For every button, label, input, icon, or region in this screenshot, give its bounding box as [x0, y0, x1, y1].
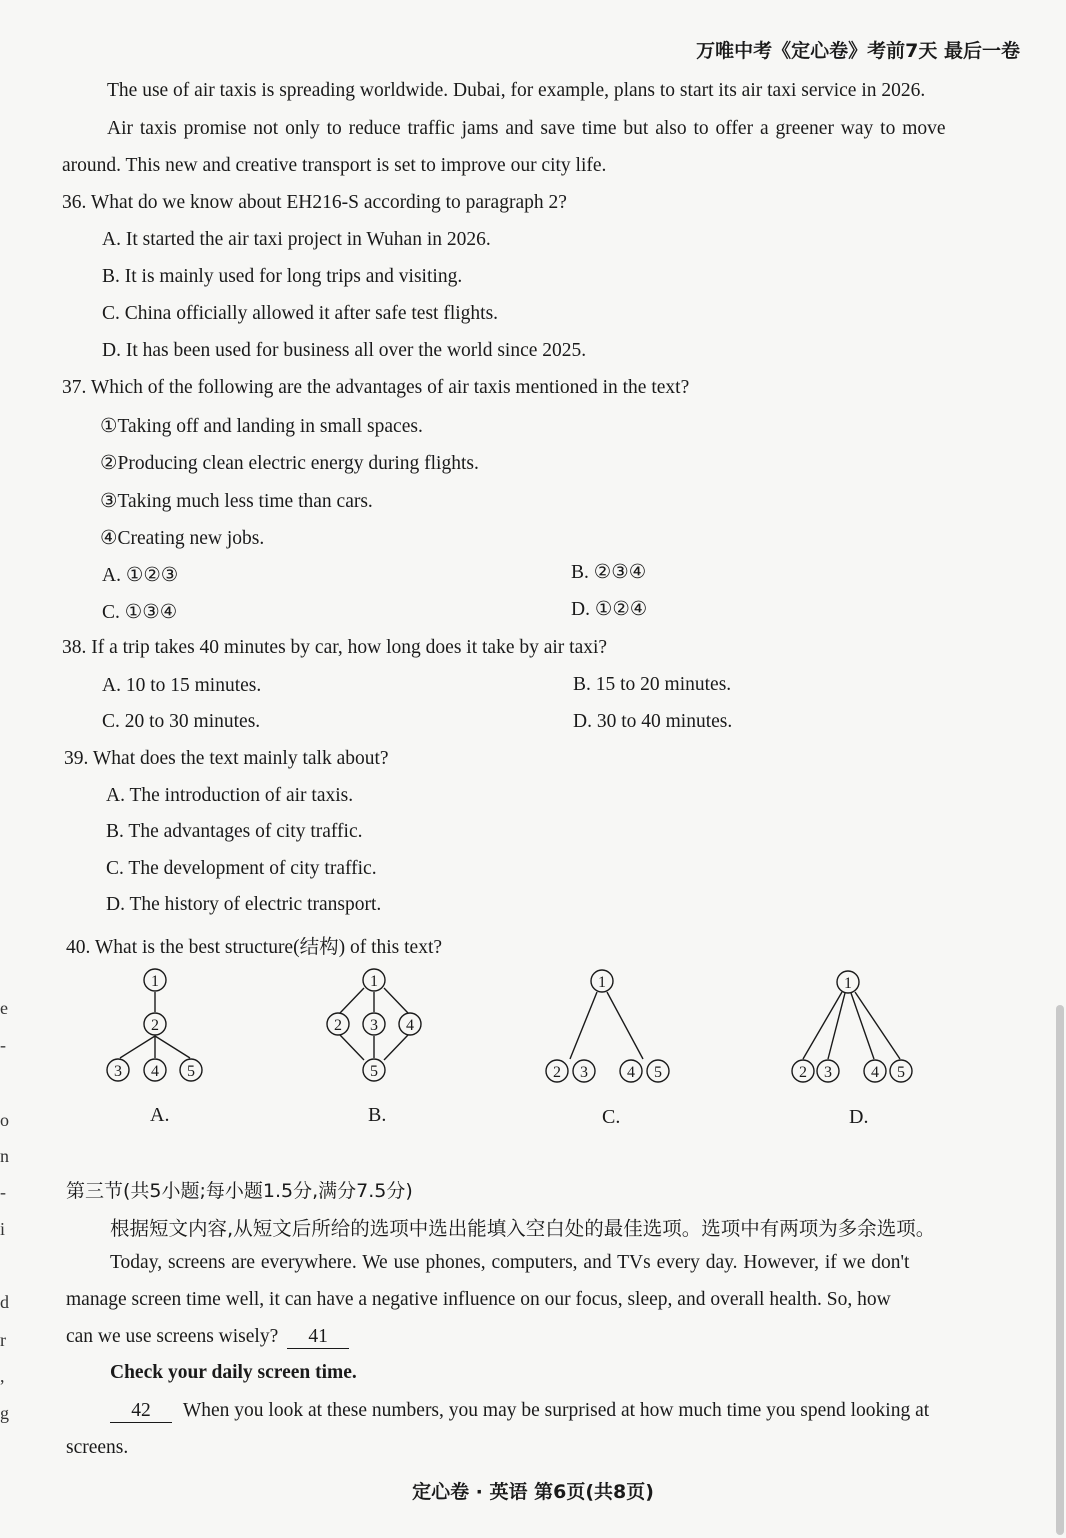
diagram-edge	[340, 1035, 364, 1060]
diagram-node-label: 5	[897, 1064, 905, 1081]
option: C. The development of city traffic.	[106, 858, 377, 879]
page-header: 万唯中考《定心卷》考前7天 最后一卷	[696, 40, 1020, 62]
diagram-node-label: 5	[187, 1063, 195, 1080]
diagram-edge	[155, 1036, 190, 1058]
margin-char: -	[0, 1182, 6, 1202]
section-instruction: 根据短文内容,从短文后所给的选项中选出能填入空白处的最佳选项。选项中有两项为多余选项。	[110, 1217, 936, 1240]
question-stem: 39. What does the text mainly talk about?	[64, 748, 389, 769]
diagram-edge	[828, 993, 845, 1059]
diagram-edge	[384, 988, 408, 1013]
section-title: 第三节(共5小题;每小题1.5分,满分7.5分)	[66, 1180, 413, 1202]
diagram-node-label: 5	[654, 1064, 662, 1081]
margin-char: n	[0, 1146, 9, 1166]
diagram-node-label: 1	[370, 973, 378, 990]
diagram-node-label: 4	[627, 1064, 635, 1081]
structure-diagrams	[0, 960, 1066, 1090]
diagram-node-label: 2	[799, 1064, 807, 1081]
diagram-label-a: A.	[150, 1104, 170, 1126]
option: D. It has been used for business all over the world since 2025.	[102, 340, 587, 361]
option: B. 15 to 20 minutes.	[573, 674, 732, 695]
diagram-node-label: 2	[553, 1064, 561, 1081]
diagram-label-d: D.	[849, 1106, 869, 1128]
margin-char: r	[0, 1330, 6, 1350]
question-stem: 40. What is the best structure(结构) of this text?	[66, 937, 443, 958]
scrollbar-thumb[interactable]	[1056, 1005, 1064, 1535]
passage-line: manage screen time well, it can have a negative influence on our focus, sleep, and overall health. So, how	[66, 1289, 891, 1310]
diagram-node-label: 3	[580, 1064, 588, 1081]
passage-line: screens.	[66, 1437, 129, 1458]
diagram-edge	[607, 992, 643, 1059]
diagram-node-label: 1	[151, 973, 159, 990]
margin-char: e	[0, 998, 8, 1018]
option: D. The history of electric transport.	[106, 894, 382, 915]
option: D. ①②④	[571, 599, 648, 620]
page-footer: 定心卷 · 英语 第6页(共8页)	[412, 1481, 654, 1503]
option: A. It started the air taxi project in Wuhan in 2026.	[102, 229, 491, 250]
option: A. ①②③	[102, 565, 179, 586]
question-stem: 36. What do we know about EH216-S according to paragraph 2?	[62, 192, 567, 213]
statement-item: ①Taking off and landing in small spaces.	[100, 416, 423, 437]
statement-item: ②Producing clean electric energy during flights.	[100, 453, 479, 474]
option: A. The introduction of air taxis.	[106, 785, 354, 806]
margin-char: i	[0, 1219, 6, 1239]
diagram-edge	[384, 1035, 408, 1060]
passage-line: around. This new and creative transport is set to improve our city life.	[62, 155, 607, 176]
diagram-node-label: 1	[598, 974, 606, 991]
diagram-node-label: 2	[334, 1017, 342, 1034]
passage-line: The use of air taxis is spreading worldwide. Dubai, for example, plans to start its air taxi service in 2026.	[107, 80, 926, 101]
option: D. 30 to 40 minutes.	[573, 711, 733, 732]
statement-item: ④Creating new jobs.	[100, 528, 265, 549]
diagram-edge	[570, 992, 597, 1059]
margin-char: g	[0, 1403, 9, 1423]
question-stem: 37. Which of the following are the advantages of air taxis mentioned in the text?	[62, 377, 690, 398]
margin-char: o	[0, 1110, 9, 1130]
passage-text: When you look at these numbers, you may be surprised at how much time you spend looking at	[182, 1400, 930, 1421]
question-stem: 38. If a trip takes 40 minutes by car, how long does it take by air taxi?	[62, 637, 608, 658]
diagram-node-label: 3	[370, 1017, 378, 1034]
diagram-node-label: 4	[151, 1063, 159, 1080]
passage-text: can we use screens wisely?	[66, 1326, 279, 1347]
diagram-label-c: C.	[602, 1106, 621, 1128]
margin-char: d	[0, 1292, 9, 1312]
diagram-node-label: 1	[844, 975, 852, 992]
subheading: Check your daily screen time.	[110, 1362, 357, 1383]
passage-line-with-blank	[110, 1400, 929, 1423]
passage-line-with-blank	[66, 1326, 349, 1349]
diagram-node-label: 4	[871, 1064, 879, 1081]
passage-line: Air taxis promise not only to reduce traffic jams and save time but also to offer a greener way to move	[107, 118, 946, 139]
diagram-node-label: 5	[370, 1063, 378, 1080]
option: A. 10 to 15 minutes.	[102, 675, 262, 696]
option: C. 20 to 30 minutes.	[102, 711, 261, 732]
blank-42: 42	[110, 1400, 172, 1423]
statement-item: ③Taking much less time than cars.	[100, 491, 373, 512]
diagram-node-label: 3	[114, 1063, 122, 1080]
diagram-edge	[340, 988, 364, 1013]
diagram-edge	[120, 1036, 155, 1058]
option: B. The advantages of city traffic.	[106, 821, 363, 842]
option: C. ①③④	[102, 602, 178, 623]
margin-char: -	[0, 1035, 6, 1055]
passage-line: Today, screens are everywhere. We use phones, computers, and TVs every day. However, if we don't	[110, 1252, 910, 1273]
diagram-node-label: 2	[151, 1017, 159, 1034]
option: C. China officially allowed it after safe test flights.	[102, 303, 499, 324]
option: B. It is mainly used for long trips and visiting.	[102, 266, 463, 287]
diagram-label-b: B.	[368, 1104, 387, 1126]
option: B. ②③④	[571, 562, 647, 583]
diagram-node-label: 4	[406, 1017, 414, 1034]
margin-char: ,	[0, 1366, 5, 1386]
diagram-node-label: 3	[824, 1064, 832, 1081]
blank-41: 41	[287, 1326, 349, 1349]
